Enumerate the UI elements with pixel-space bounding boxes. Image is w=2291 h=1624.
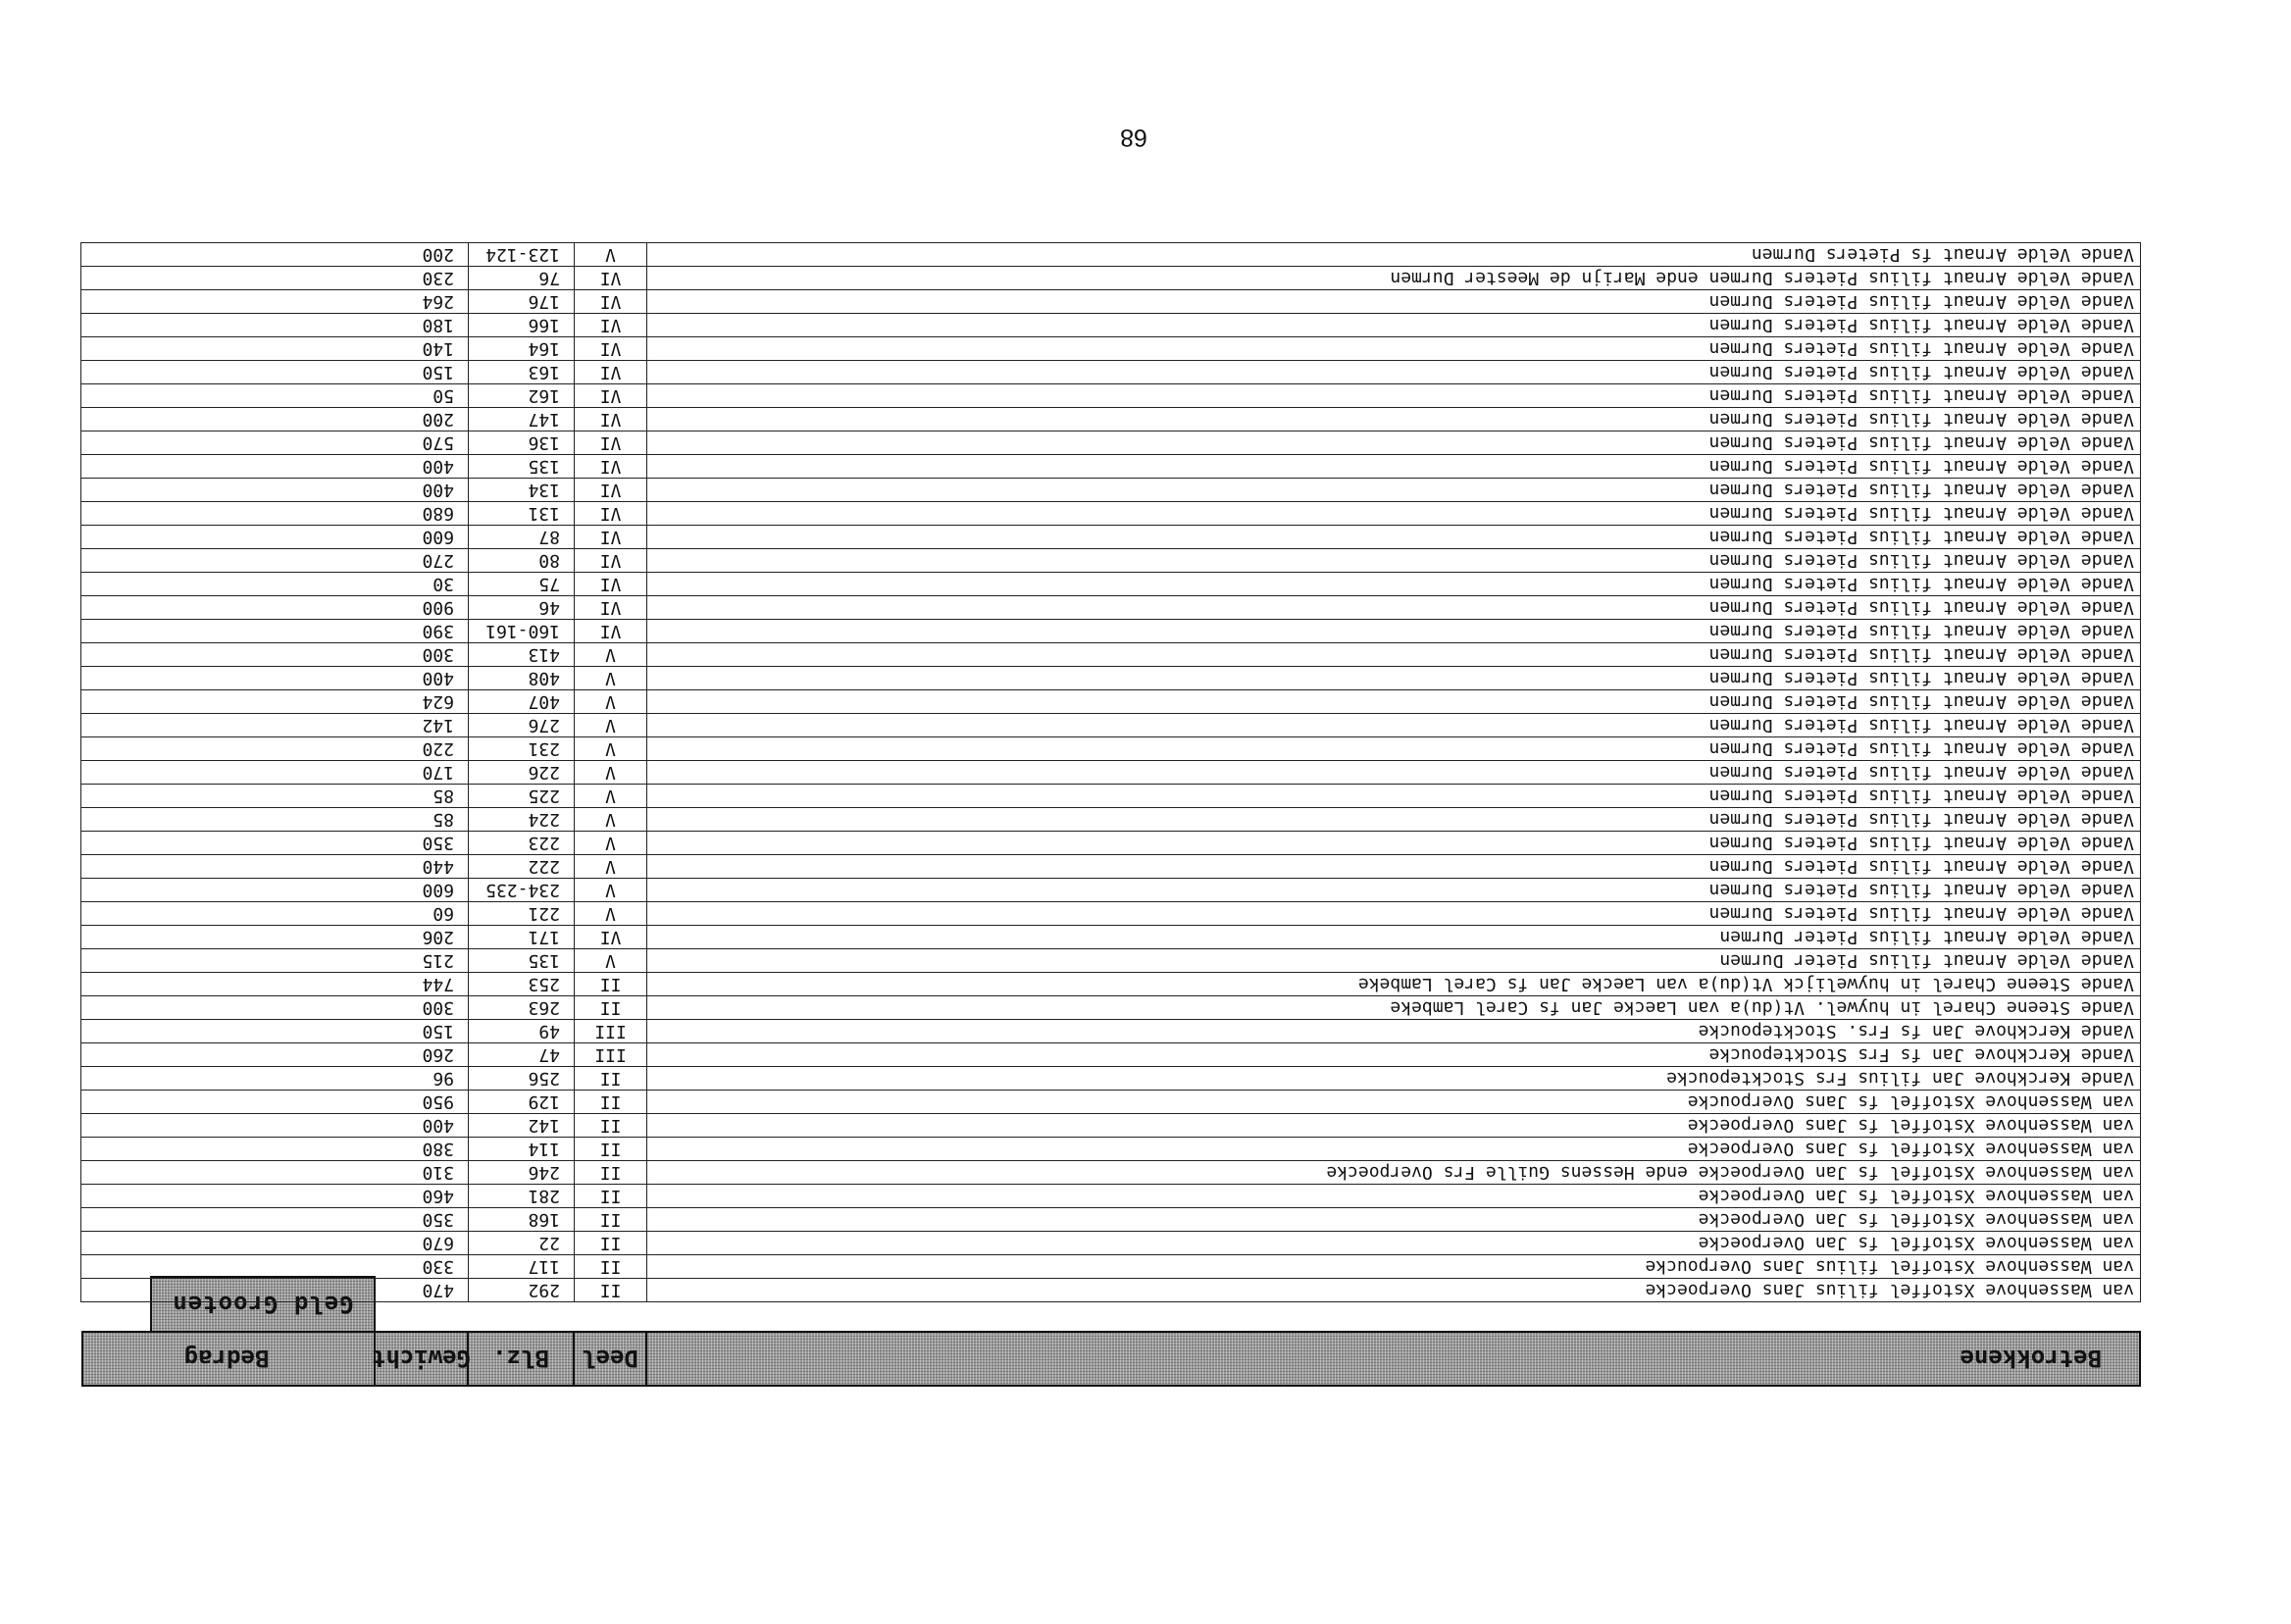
cell-deel: II (575, 1091, 647, 1114)
table-row (81, 290, 2141, 314)
table-row (81, 1161, 2141, 1185)
cell-deel: II (575, 1208, 647, 1232)
cell-name: Vande Velde Arnaut filius Pieters Durmen (647, 832, 2141, 855)
cell-deel: V (575, 902, 647, 926)
cell-name: Vande Velde Arnaut filius Pieters Durmen (647, 549, 2141, 573)
cell-blz: 76 (469, 267, 575, 290)
cell-deel: V (575, 785, 647, 808)
cell-deel: II (575, 1114, 647, 1138)
cell-blz: 117 (469, 1255, 575, 1279)
cell-blz: 123-124 (469, 243, 575, 267)
table-row (81, 479, 2141, 502)
cell-deel: VI (575, 620, 647, 643)
cell-name: Vande Kerckhove Jan fs Frs Stocktepoucke (647, 1043, 2141, 1067)
cell-blz: 246 (469, 1161, 575, 1185)
table-row (81, 879, 2141, 902)
cell-name: Vande Velde Arnaut filius Pieters Durmen (647, 290, 2141, 314)
cell-blz: 22 (469, 1232, 575, 1255)
cell-name: Vande Velde Arnaut filius Pieters Durmen (647, 855, 2141, 879)
cell-bedrag: 270 (81, 549, 469, 573)
cell-deel: VI (575, 926, 647, 949)
cell-name: van Wassenhove Xstoffel fs Jans Overpoecke (647, 1138, 2141, 1161)
cell-deel: V (575, 808, 647, 832)
cell-bedrag: 400 (81, 1114, 469, 1138)
cell-deel: VI (575, 337, 647, 361)
cell-name: Vande Kerckhove Jan fs Frs. Stocktepoucke (647, 1020, 2141, 1043)
table-row (81, 949, 2141, 973)
register-sheet (81, 244, 2141, 1387)
cell-bedrag: 390 (81, 620, 469, 643)
table-row (81, 832, 2141, 855)
cell-name: Vande Velde Arnaut filius Pieters Durmen (647, 737, 2141, 761)
cell-bedrag: 200 (81, 243, 469, 267)
cell-blz: 134 (469, 479, 575, 502)
cell-bedrag: 264 (81, 290, 469, 314)
table-row (81, 1232, 2141, 1255)
cell-deel: V (575, 643, 647, 667)
cell-bedrag: 600 (81, 879, 469, 902)
table-row (81, 761, 2141, 785)
header-gewicht: Gewicht (374, 1333, 467, 1385)
cell-name: Vande Velde Arnaut fs Pieters Durmen (647, 243, 2141, 267)
cell-blz: 407 (469, 690, 575, 714)
cell-bedrag: 680 (81, 502, 469, 526)
cell-blz: 263 (469, 996, 575, 1020)
cell-deel: VI (575, 361, 647, 384)
cell-deel: II (575, 1279, 647, 1302)
cell-deel: V (575, 855, 647, 879)
cell-deel: VI (575, 384, 647, 408)
cell-deel: V (575, 879, 647, 902)
table-row (81, 1114, 2141, 1138)
cell-name: Vande Velde Arnaut filius Pieters Durmen (647, 902, 2141, 926)
cell-deel: II (575, 996, 647, 1020)
cell-bedrag: 900 (81, 596, 469, 620)
cell-bedrag: 60 (81, 902, 469, 926)
cell-deel: VI (575, 526, 647, 549)
cell-deel: VI (575, 596, 647, 620)
cell-bedrag: 330 (81, 1255, 469, 1279)
cell-name: Vande Velde Arnaut filius Pieters Durmen (647, 337, 2141, 361)
cell-bedrag: 300 (81, 643, 469, 667)
cell-name: Vande Steene Charel in huywel. Vt(du)a van Laecke Jan fs Carel Lambeke (647, 996, 2141, 1020)
table-row (81, 1138, 2141, 1161)
cell-bedrag: 460 (81, 1185, 469, 1208)
cell-bedrag: 150 (81, 1020, 469, 1043)
cell-blz: 114 (469, 1138, 575, 1161)
cell-blz: 224 (469, 808, 575, 832)
cell-name: Vande Velde Arnaut filius Pieters Durmen (647, 620, 2141, 643)
cell-deel: V (575, 714, 647, 737)
cell-bedrag: 180 (81, 314, 469, 337)
table-row (81, 1067, 2141, 1091)
cell-bedrag: 200 (81, 408, 469, 431)
cell-bedrag: 570 (81, 431, 469, 455)
cell-bedrag: 215 (81, 949, 469, 973)
cell-name: van Wassenhove Xstoffel fs Jan Overpoecke (647, 1232, 2141, 1255)
cell-bedrag: 350 (81, 832, 469, 855)
header-bedrag: Bedrag (183, 1345, 270, 1373)
table-row (81, 1091, 2141, 1114)
table-row (81, 785, 2141, 808)
cell-bedrag: 170 (81, 761, 469, 785)
table-row (81, 502, 2141, 526)
cell-deel: VI (575, 479, 647, 502)
table-row (81, 431, 2141, 455)
table-row (81, 808, 2141, 832)
table-row (81, 714, 2141, 737)
cell-bedrag: 150 (81, 361, 469, 384)
cell-bedrag: 50 (81, 384, 469, 408)
cell-deel: II (575, 1161, 647, 1185)
cell-name: Vande Velde Arnaut filius Pieters Durmen (647, 431, 2141, 455)
cell-name: Vande Steene Charel in huywelijck Vt(du)a van Laecke Jan fs Carel Lambeke (647, 973, 2141, 996)
cell-blz: 413 (469, 643, 575, 667)
cell-blz: 221 (469, 902, 575, 926)
cell-bedrag: 624 (81, 690, 469, 714)
cell-deel: V (575, 949, 647, 973)
cell-name: van Wassenhove Xstoffel filius Jans Overpoucke (647, 1255, 2141, 1279)
cell-deel: V (575, 243, 647, 267)
header-blz: Blz. (467, 1333, 573, 1385)
cell-blz: 46 (469, 596, 575, 620)
cell-name: van Wassenhove Xstoffel fs Jan Overpoecke ende Hessens Guille Frs Overpoecke (647, 1161, 2141, 1185)
cell-name: Vande Velde Arnaut filius Pieters Durmen (647, 573, 2141, 596)
cell-blz: 222 (469, 855, 575, 879)
cell-blz: 408 (469, 667, 575, 690)
cell-name: van Wassenhove Xstoffel filius Jans Overpoecke (647, 1279, 2141, 1302)
cell-name: van Wassenhove Xstoffel fs Jan Overpoecke (647, 1208, 2141, 1232)
table-row (81, 1279, 2141, 1302)
cell-blz: 87 (469, 526, 575, 549)
table-row (81, 549, 2141, 573)
cell-name: Vande Velde Arnaut filius Pieters Durmen (647, 690, 2141, 714)
cell-name: Vande Velde Arnaut filius Pieters Durmen (647, 785, 2141, 808)
cell-deel: VI (575, 314, 647, 337)
cell-name: Vande Velde Arnaut filius Pieters Durmen (647, 667, 2141, 690)
cell-blz: 231 (469, 737, 575, 761)
cell-deel: V (575, 690, 647, 714)
cell-deel: V (575, 761, 647, 785)
header-name: Betrokkene (645, 1333, 2139, 1385)
cell-name: van Wassenhove Xstoffel fs Jans Overpoecke (647, 1114, 2141, 1138)
cell-blz: 162 (469, 384, 575, 408)
cell-bedrag: 300 (81, 996, 469, 1020)
page-number: 68 (1120, 124, 1147, 151)
table-row (81, 973, 2141, 996)
cell-deel: III (575, 1043, 647, 1067)
table-row (81, 384, 2141, 408)
table-row (81, 408, 2141, 431)
cell-name: Vande Velde Arnaut filius Pieters Durmen (647, 808, 2141, 832)
cell-blz: 292 (469, 1279, 575, 1302)
cell-bedrag: 30 (81, 573, 469, 596)
cell-deel: V (575, 737, 647, 761)
cell-blz: 225 (469, 785, 575, 808)
cell-bedrag: 206 (81, 926, 469, 949)
cell-bedrag: 310 (81, 1161, 469, 1185)
table-row (81, 643, 2141, 667)
table-row (81, 1020, 2141, 1043)
cell-name: Vande Velde Arnaut filius Pieters Durmen (647, 643, 2141, 667)
cell-name: Vande Velde Arnaut filius Pieters Durmen (647, 314, 2141, 337)
header-sub-label: Geld Grooten (172, 1291, 354, 1318)
cell-blz: 171 (469, 926, 575, 949)
cell-name: Vande Velde Arnaut filius Pieters Durmen (647, 384, 2141, 408)
register-table-body (81, 243, 2141, 1302)
cell-blz: 129 (469, 1091, 575, 1114)
cell-bedrag: 950 (81, 1091, 469, 1114)
table-header (81, 1331, 2141, 1387)
cell-blz: 142 (469, 1114, 575, 1138)
cell-blz: 226 (469, 761, 575, 785)
cell-blz: 147 (469, 408, 575, 431)
cell-deel: VI (575, 267, 647, 290)
cell-deel: VI (575, 573, 647, 596)
cell-blz: 256 (469, 1067, 575, 1091)
cell-bedrag: 470 (81, 1279, 469, 1302)
cell-deel: VI (575, 431, 647, 455)
cell-deel: II (575, 1185, 647, 1208)
cell-bedrag: 260 (81, 1043, 469, 1067)
cell-name: Vande Velde Arnaut filius Pieters Durmen (647, 761, 2141, 785)
cell-blz: 47 (469, 1043, 575, 1067)
cell-name: Vande Velde Arnaut filius Pieters Durmen (647, 408, 2141, 431)
cell-deel: II (575, 1232, 647, 1255)
cell-name: Vande Velde Arnaut filius Pieters Durmen (647, 526, 2141, 549)
cell-name: Vande Velde Arnaut filius Pieters Durmen (647, 361, 2141, 384)
table-row (81, 243, 2141, 267)
cell-bedrag: 400 (81, 667, 469, 690)
cell-name: Vande Velde Arnaut filius Pieter Durmen (647, 926, 2141, 949)
cell-bedrag: 85 (81, 808, 469, 832)
cell-bedrag: 96 (81, 1067, 469, 1091)
cell-bedrag: 744 (81, 973, 469, 996)
cell-bedrag: 440 (81, 855, 469, 879)
table-row (81, 667, 2141, 690)
cell-name: Vande Kerckhove Jan filius Frs Stocktepoucke (647, 1067, 2141, 1091)
cell-blz: 166 (469, 314, 575, 337)
table-row (81, 455, 2141, 479)
cell-blz: 276 (469, 714, 575, 737)
cell-blz: 223 (469, 832, 575, 855)
cell-deel: V (575, 667, 647, 690)
cell-bedrag: 380 (81, 1138, 469, 1161)
cell-name: Vande Velde Arnaut filius Pieters Durmen (647, 502, 2141, 526)
cell-blz: 75 (469, 573, 575, 596)
cell-blz: 135 (469, 455, 575, 479)
cell-deel: V (575, 832, 647, 855)
cell-blz: 131 (469, 502, 575, 526)
cell-name: van Wassenhove Xstoffel fs Jan Overpoecke (647, 1185, 2141, 1208)
table-row (81, 1255, 2141, 1279)
cell-bedrag: 670 (81, 1232, 469, 1255)
cell-deel: VI (575, 502, 647, 526)
cell-name: Vande Velde Arnaut filius Pieters Durmen (647, 596, 2141, 620)
table-row (81, 1185, 2141, 1208)
register-table (80, 242, 2141, 1302)
cell-name: Vande Velde Arnaut filius Pieter Durmen (647, 949, 2141, 973)
cell-deel: II (575, 973, 647, 996)
header-deel: Deel (573, 1333, 645, 1385)
cell-blz: 176 (469, 290, 575, 314)
cell-blz: 160-161 (469, 620, 575, 643)
table-row (81, 337, 2141, 361)
table-row (81, 1043, 2141, 1067)
cell-deel: III (575, 1020, 647, 1043)
cell-bedrag: 142 (81, 714, 469, 737)
cell-deel: II (575, 1138, 647, 1161)
cell-bedrag: 230 (81, 267, 469, 290)
cell-deel: VI (575, 290, 647, 314)
cell-name: van Wassenhove Xstoffel fs Jans Overpoucke (647, 1091, 2141, 1114)
table-row (81, 526, 2141, 549)
cell-deel: VI (575, 549, 647, 573)
cell-name: Vande Velde Arnaut filius Pieters Durmen (647, 714, 2141, 737)
cell-name: Vande Velde Arnaut filius Pieters Durmen (647, 455, 2141, 479)
table-row (81, 996, 2141, 1020)
cell-blz: 163 (469, 361, 575, 384)
cell-deel: VI (575, 455, 647, 479)
table-row (81, 361, 2141, 384)
cell-bedrag: 85 (81, 785, 469, 808)
cell-deel: II (575, 1067, 647, 1091)
table-row (81, 855, 2141, 879)
table-row (81, 596, 2141, 620)
cell-bedrag: 400 (81, 479, 469, 502)
cell-name: Vande Velde Arnaut filius Pieters Durmen (647, 479, 2141, 502)
table-row (81, 902, 2141, 926)
table-row (81, 267, 2141, 290)
cell-bedrag: 140 (81, 337, 469, 361)
cell-blz: 164 (469, 337, 575, 361)
cell-blz: 49 (469, 1020, 575, 1043)
cell-blz: 80 (469, 549, 575, 573)
table-row (81, 737, 2141, 761)
table-row (81, 690, 2141, 714)
cell-blz: 168 (469, 1208, 575, 1232)
cell-blz: 136 (469, 431, 575, 455)
cell-deel: VI (575, 408, 647, 431)
cell-blz: 253 (469, 973, 575, 996)
table-row (81, 314, 2141, 337)
cell-bedrag: 350 (81, 1208, 469, 1232)
cell-blz: 135 (469, 949, 575, 973)
cell-blz: 281 (469, 1185, 575, 1208)
cell-name: Vande Velde Arnaut filius Pieters Durmen (647, 879, 2141, 902)
cell-deel: II (575, 1255, 647, 1279)
cell-bedrag: 220 (81, 737, 469, 761)
table-row (81, 1208, 2141, 1232)
table-row (81, 620, 2141, 643)
cell-bedrag: 600 (81, 526, 469, 549)
table-row (81, 573, 2141, 596)
cell-blz: 234-235 (469, 879, 575, 902)
cell-bedrag: 400 (81, 455, 469, 479)
table-row (81, 926, 2141, 949)
cell-name: Vande Velde Arnaut filius Pieters Durmen ende Marijn de Meester Durmen (647, 267, 2141, 290)
